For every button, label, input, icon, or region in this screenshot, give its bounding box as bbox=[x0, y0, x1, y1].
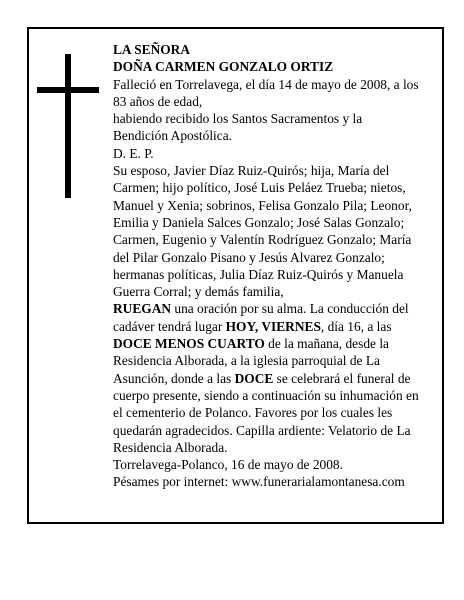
time-text: de la mañana, desde la Residencia Alborada, a la iglesia parroquial de La Asunción, donde a las bbox=[113, 336, 389, 386]
cross-icon bbox=[37, 54, 99, 198]
deceased-name: DOÑA CARMEN GONZALO ORTIZ bbox=[113, 59, 334, 75]
obituary-text bbox=[113, 41, 419, 491]
funeral-day: HOY, VIERNES bbox=[225, 318, 321, 334]
funeral-text: se celebrará el funeral de cuerpo presente, siendo a continuación su inhumación en el cementerio de Polanco. Favores por los cuales les quedarán agradecidos. Capilla ardiente: Velatorio de La Residencia Alborada. bbox=[113, 370, 419, 455]
death-notice: Falleció en Torrelavega, el día 14 de mayo de 2008, a los 83 años de edad, bbox=[113, 76, 419, 109]
cross-horizontal-bar bbox=[37, 87, 99, 93]
funeral-time: DOCE MENOS CUARTO bbox=[113, 336, 265, 352]
obituary-title: LA SEÑORA bbox=[113, 42, 191, 57]
cross-vertical-bar bbox=[65, 54, 71, 198]
condolences-line: Pésames por internet: www.funerarialamontanesa.com bbox=[113, 474, 405, 490]
date-text: , día 16, a las bbox=[320, 318, 392, 334]
request-paragraph bbox=[113, 300, 419, 456]
mass-time: DOCE bbox=[234, 370, 274, 386]
request-text: una oración por su alma. La conducción del cadáver tendrá lugar bbox=[113, 301, 409, 334]
family-list: Su esposo, Javier Díaz Ruiz-Quirós; hija, María del Carmen; hijo político, José Luis Peláez Trueba; nietos, Manuel y Xenia; sobrinos, Felisa Gonzalo Pila; Leonor, Emilia y Daniela Salces Gonzalo; José Salas Gonzalo; Carmen, Eugenio y Valentín Rodríguez Gonzalo; María del Pilar Gonzalo Pisano y Jesús Alvarez Gonzalo; hermanas políticas, Julia Díaz Ruiz-Quirós y Manuela Guerra Corral; y demás familia, bbox=[113, 163, 412, 300]
place-date: Torrelavega-Polanco, 16 de mayo de 2008. bbox=[113, 457, 343, 473]
dep-line: D. E. P. bbox=[113, 145, 154, 161]
sacraments-line: habiendo recibido los Santos Sacramentos y la Bendición Apostólica. bbox=[113, 111, 363, 144]
request-verb: RUEGAN bbox=[113, 301, 172, 317]
